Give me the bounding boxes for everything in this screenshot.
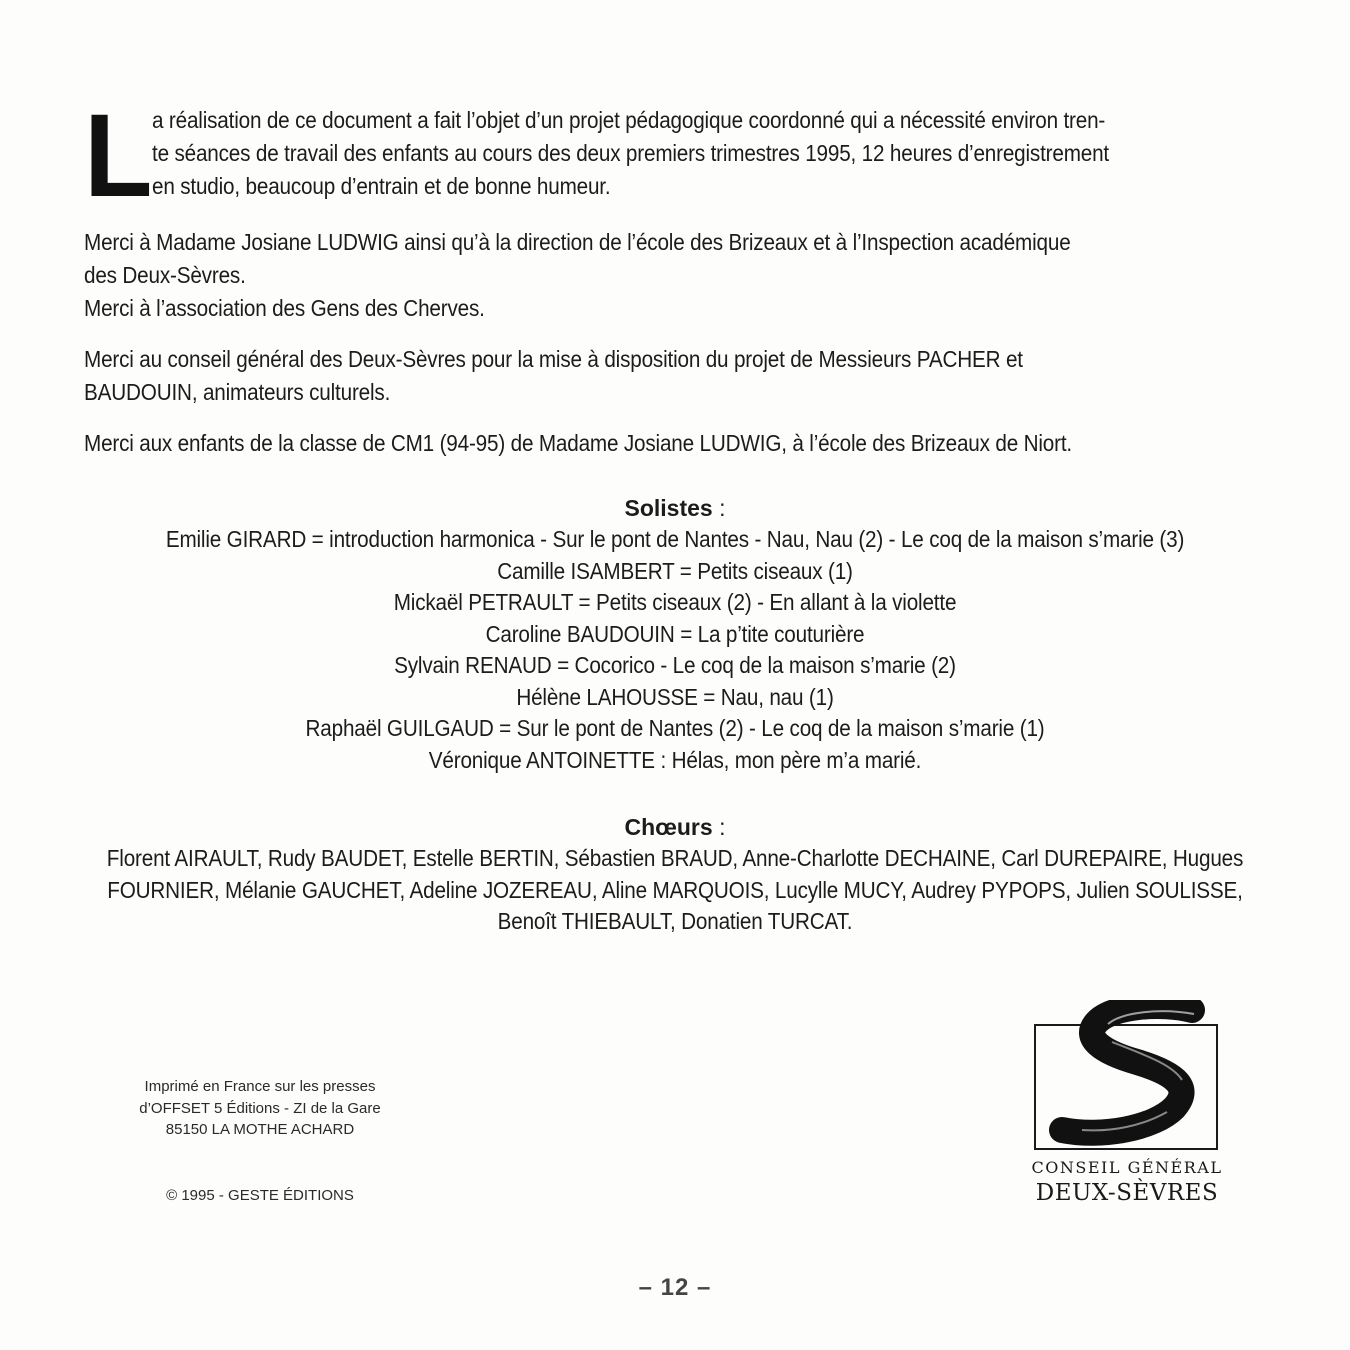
solistes-title: Solistes: [624, 495, 713, 521]
soliste-line: Véronique ANTOINETTE : Hélas, mon père m’a marié.: [428, 746, 922, 773]
intro-line: en studio, beaucoup d’entrain et de bonne humeur.: [152, 173, 611, 199]
thanks-paragraph-2: [84, 343, 1236, 409]
drop-cap: L: [84, 90, 153, 222]
thanks-line: Merci aux enfants de la classe de CM1 (94-95) de Madame Josiane LUDWIG, à l’école des Brizeaux de Niort.: [84, 430, 1073, 456]
page-number: – 12 –: [638, 1274, 712, 1301]
choeurs-list: [0, 843, 1350, 938]
choeurs-title: Chœurs: [624, 814, 713, 840]
imprint-line: Imprimé en France sur les presses: [144, 1078, 376, 1095]
intro-line: a réalisation de ce document a fait l’objet d’un projet pédagogique coordonné qui a nécessité environ tren-: [152, 107, 1106, 133]
solistes-heading: [0, 493, 1350, 523]
intro-line: te séances de travail des enfants au cours des deux premiers trimestres 1995, 12 heures d’enregistrement: [152, 140, 1110, 166]
logo-text-top: CONSEIL GÉNÉRAL: [1031, 1158, 1223, 1177]
soliste-line: Sylvain RENAUD = Cocorico - Le coq de la maison s’marie (2): [394, 652, 956, 678]
thanks-line: BAUDOUIN, animateurs culturels.: [84, 379, 391, 405]
thanks-line: Merci au conseil général des Deux-Sèvres pour la mise à disposition du projet de Messieurs PACHER et: [84, 346, 1023, 372]
soliste-line: Raphaël GUILGAUD = Sur le pont de Nantes (2) - Le coq de la maison s’marie (1): [305, 715, 1045, 741]
choeurs-line: Benoît THIEBAULT, Donatien TURCAT.: [497, 908, 853, 934]
solistes-colon: :: [712, 495, 726, 521]
soliste-line: Emilie GIRARD = introduction harmonica - Sur le pont de Nantes - Nau, Nau (2) - Le coq de la maison s’marie (3): [165, 526, 1185, 552]
soliste-line: Hélène LAHOUSSE = Nau, nau (1): [516, 683, 834, 710]
s-brush-icon: [1042, 1000, 1222, 1160]
imprint-line: 85150 LA MOTHE ACHARD: [165, 1121, 355, 1138]
intro-text: [152, 104, 1268, 203]
intro-paragraph: [84, 90, 1264, 222]
soliste-line: Caroline BAUDOUIN = La p’tite couturière: [485, 620, 865, 647]
soliste-line: Camille ISAMBERT = Petits ciseaux (1): [497, 557, 853, 584]
thanks-paragraph-3: [84, 427, 1236, 460]
solistes-list: [0, 524, 1350, 776]
thanks-line: Merci à l’association des Gens des Cherves.: [84, 295, 485, 321]
imprint-block: [100, 1076, 420, 1141]
imprint-line: d’OFFSET 5 Éditions - ZI de la Gare: [139, 1099, 381, 1117]
soliste-line: Mickaël PETRAULT = Petits ciseaux (2) - En allant à la violette: [393, 589, 957, 615]
conseil-general-logo: [1022, 1000, 1232, 1220]
thanks-line: des Deux-Sèvres.: [84, 262, 246, 288]
thanks-line: Merci à Madame Josiane LUDWIG ainsi qu’à la direction de l’école des Brizeaux et à l’Inspection académique: [84, 229, 1071, 255]
choeurs-colon: :: [712, 814, 726, 840]
choeurs-heading: [0, 812, 1350, 842]
logo-text-bottom: DEUX-SÈVRES: [1035, 1180, 1219, 1206]
choeurs-line: Florent AIRAULT, Rudy BAUDET, Estelle BERTIN, Sébastien BRAUD, Anne-Charlotte DECHAINE, Carl DUREPAIRE, Hugues: [106, 845, 1244, 871]
thanks-paragraph-1: [84, 226, 1236, 325]
copyright: © 1995 - GESTE ÉDITIONS: [166, 1187, 354, 1204]
choeurs-line: FOURNIER, Mélanie GAUCHET, Adeline JOZEREAU, Aline MARQUOIS, Lucylle MUCY, Audrey PYPOPS, Julien SOULISSE,: [107, 876, 1243, 903]
